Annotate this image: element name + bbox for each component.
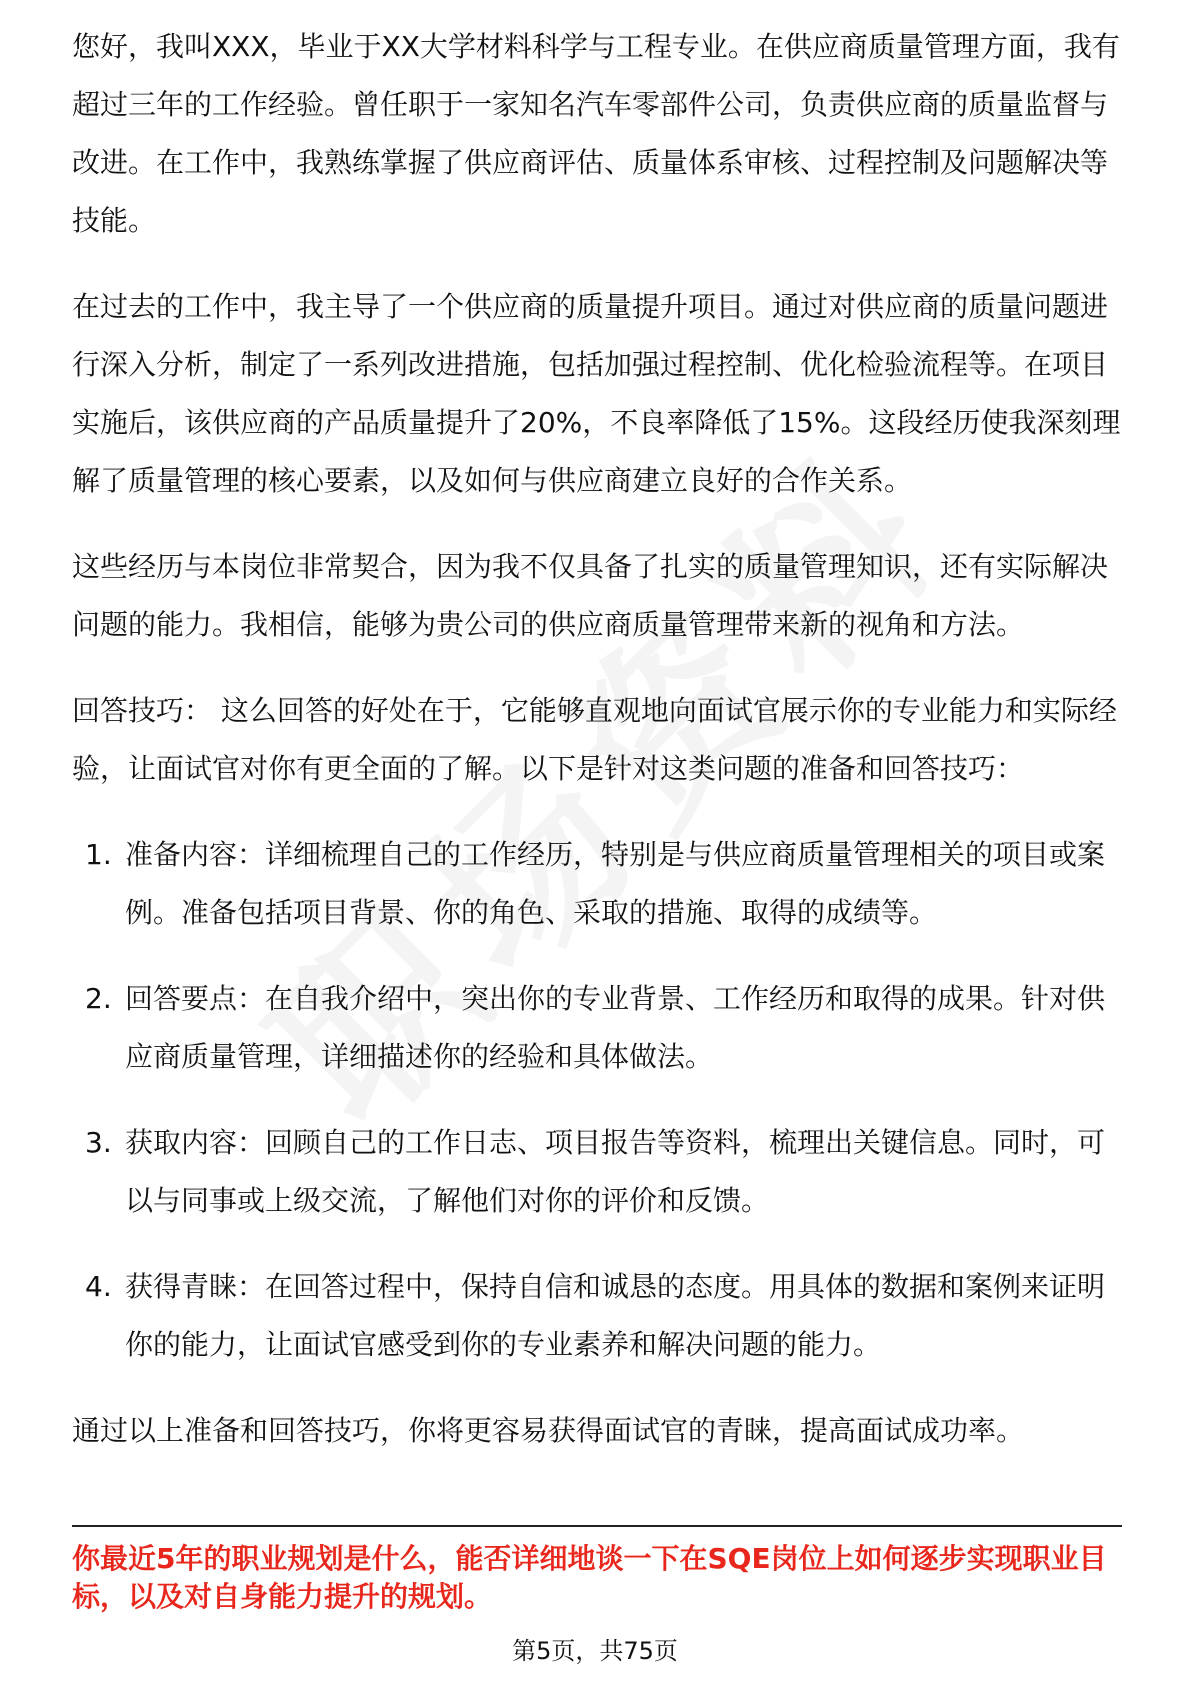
list-item-text: 回答要点：在自我介绍中，突出你的专业背景、工作经历和取得的成果。针对供应商质量管理，详细描述你的经验和具体做法。 — [125, 982, 1106, 1073]
list-item — [72, 826, 1122, 942]
fit-paragraph: 这些经历与本岗位非常契合，因为我不仅具备了扎实的质量管理知识，还有实际解决问题的能力。我相信，能够为贵公司的供应商质量管理带来新的视角和方法。 — [72, 550, 1109, 641]
closing-paragraph: 通过以上准备和回答技巧，你将更容易获得面试官的青睐，提高面试成功率。 — [72, 1414, 1025, 1447]
list-item-text: 获得青睐：在回答过程中，保持自信和诚恳的态度。用具体的数据和案例来证明你的能力，让面试官感受到你的专业素养和解决问题的能力。 — [125, 1270, 1106, 1361]
list-item — [72, 1114, 1122, 1230]
list-number: 3. — [85, 1126, 112, 1159]
list-item-text: 获取内容：回顾自己的工作日志、项目报告等资料，梳理出关键信息。同时，可以与同事或上级交流，了解他们对你的评价和反馈。 — [125, 1126, 1106, 1217]
next-question-heading: 你最近5年的职业规划是什么，能否详细地谈一下在SQE岗位上如何逐步实现职业目标，以及对自身能力提升的规划。 — [72, 1542, 1107, 1613]
section-divider — [72, 1525, 1122, 1527]
list-number: 4. — [85, 1270, 112, 1303]
tips-list — [72, 826, 1122, 1374]
list-number: 2. — [85, 982, 112, 1015]
experience-paragraph: 在过去的工作中，我主导了一个供应商的质量提升项目。通过对供应商的质量问题进行深入分析，制定了一系列改进措施，包括加强过程控制、优化检验流程等。在项目实施后，该供应商的产品质量提升了20%，不良率降低了15%。这段经历使我深刻理解了质量管理的核心要素，以及如何与供应商建立良好的合作关系。 — [72, 290, 1121, 497]
list-item — [72, 1258, 1122, 1374]
intro-paragraph: 您好，我叫XXX，毕业于XX大学材料科学与工程专业。在供应商质量管理方面，我有超过三年的工作经验。曾任职于一家知名汽车零部件公司，负责供应商的质量监督与改进。在工作中，我熟练掌握了供应商评估、质量体系审核、过程控制及问题解决等技能。 — [72, 30, 1120, 237]
tips-intro-paragraph: 回答技巧： 这么回答的好处在于，它能够直观地向面试官展示你的专业能力和实际经验，让面试官对你有更全面的了解。以下是针对这类问题的准备和回答技巧： — [72, 694, 1117, 785]
page-number: 第5页，共75页 — [512, 1637, 678, 1665]
page-body — [72, 26, 1122, 1488]
list-item — [72, 970, 1122, 1086]
list-item-text: 准备内容：详细梳理自己的工作经历，特别是与供应商质量管理相关的项目或案例。准备包括项目背景、你的角色、采取的措施、取得的成绩等。 — [125, 838, 1106, 929]
list-number: 1. — [85, 838, 112, 871]
